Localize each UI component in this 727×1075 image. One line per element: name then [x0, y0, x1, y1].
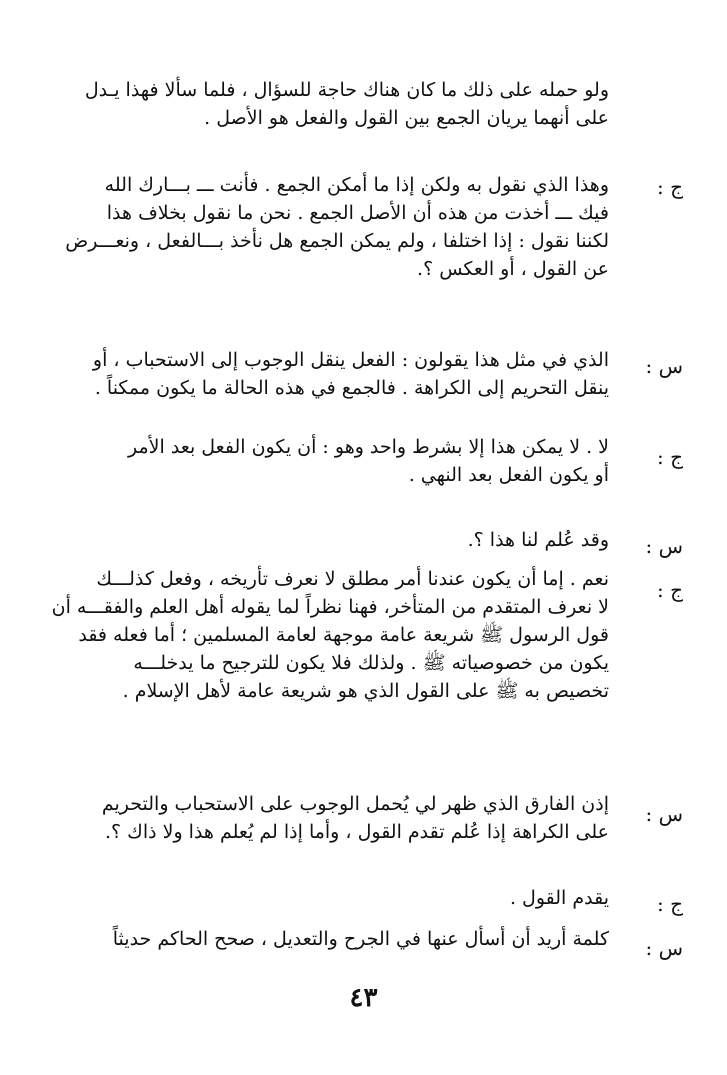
- paragraph-text: [64, 346, 609, 402]
- text-line: فيك ـــ أخذت من هذه أن الأصل الجمع . نحن ما نقول بخلاف هذا: [106, 202, 609, 224]
- text-line: عن القول ، أو العكس ؟.: [417, 258, 609, 280]
- paragraph-text: [64, 884, 609, 912]
- text-line: ينقل التحريم إلى الكراهة . فالجمع في هذه الحالة ما يكون ممكناً .: [94, 377, 609, 399]
- answer-label: ج :: [656, 578, 683, 602]
- paragraph-text: [64, 925, 609, 953]
- text-line: لا . لا يمكن هذا إلا بشرط واحد وهو : أن يكون الفعل بعد الأمر: [128, 436, 609, 458]
- text-line: إذن الفارق الذي ظهر لي يُحمل الوجوب على الاستحباب والتحريم: [101, 793, 609, 815]
- text-line: الذي في مثل هذا يقولون : الفعل ينقل الوجوب إلى الاستحباب ، أو: [92, 349, 609, 371]
- text-line: يكون من خصوصياته ﷺ . ولذلك فلا يكون للترجيح ما يدخلـــه: [133, 652, 609, 674]
- paragraph-text: [64, 433, 609, 489]
- question-label: س :: [645, 354, 683, 378]
- text-line: لا نعرف المتقدم من المتأخر، فهنا نظراً لما يقوله أهل العلم والفقـــه أن: [51, 596, 609, 618]
- text-line: تخصيص به ﷺ على القول الذي هو شريعة عامة لأهل الإسلام .: [122, 680, 609, 702]
- text-line: على أنهما يريان الجمع بين القول والفعل هو الأصل .: [204, 107, 609, 129]
- text-line: على الكراهة إذا عُلم تقدم القول ، وأما إذا لم يُعلم هذا ولا ذاك ؟.: [105, 821, 609, 843]
- question-label: س :: [645, 802, 683, 826]
- question-label: س :: [645, 936, 683, 960]
- text-line: يقدم القول .: [509, 887, 609, 909]
- text-line: أو يكون الفعل بعد النهي .: [408, 464, 609, 486]
- answer-label: ج :: [656, 892, 683, 916]
- text-line: نعم . إما أن يكون عندنا أمر مطلق لا نعرف تأريخه ، وفعل كذلـــك: [96, 568, 609, 590]
- text-line: قول الرسول ﷺ شريعة عامة موجهة لعامة المسلمين ؛ أما فعله فقد: [78, 624, 609, 646]
- paragraph-text: [64, 76, 609, 132]
- paragraph-text: [51, 565, 609, 705]
- paragraph-text: [64, 526, 609, 554]
- text-line: وهذا الذي نقول به ولكن إذا ما أمكن الجمع . فأنت ـــ بـــارك الله: [104, 174, 609, 196]
- text-line: وقد عُلم لنا هذا ؟.: [467, 529, 609, 551]
- page-number: ٤٣: [349, 983, 378, 1013]
- paragraph-text: [64, 171, 609, 283]
- question-label: س :: [645, 534, 683, 558]
- text-line: لكننا نقول : إذا اختلفا ، ولم يمكن الجمع هل نأخذ بـــالفعل ، ونعـــرض: [65, 230, 609, 252]
- paragraph-text: [64, 790, 609, 846]
- answer-label: ج :: [656, 445, 683, 469]
- text-line: كلمة أريد أن أسأل عنها في الجرح والتعديل ، صحح الحاكم حديثاً: [112, 928, 609, 950]
- text-line: ولو حمله على ذلك ما كان هناك حاجة للسؤال ، فلما سألا فهذا يـدل: [84, 79, 609, 101]
- answer-label: ج :: [656, 175, 683, 199]
